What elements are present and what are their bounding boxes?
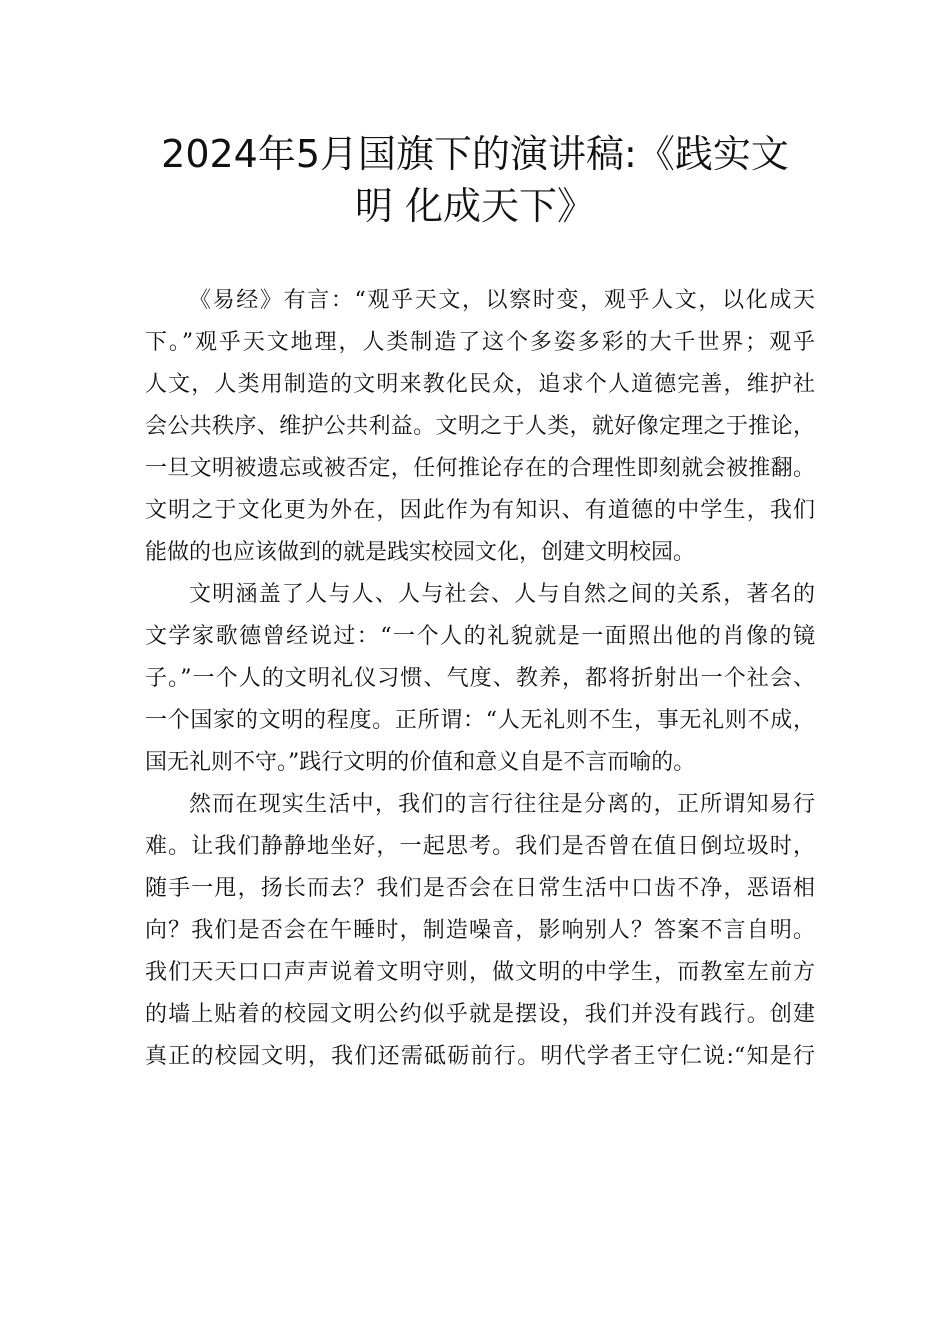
text-line: 人文，人类用制造的文明来教化民众，追求个人道德完善，维护社 [145, 372, 815, 397]
text-line: 真正的校园文明，我们还需砥砺前行。明代学者王守仁说:“知是行 [145, 1044, 815, 1069]
text-line: 文明之于文化更为外在，因此作为有知识、有道德的中学生，我们 [145, 498, 815, 523]
title-line: 明 化成天下》 [354, 184, 596, 228]
paragraph [145, 784, 815, 1078]
text-line: 下。”观乎天文地理，人类制造了这个多姿多彩的大千世界；观乎 [145, 330, 815, 355]
text-line: 会公共秩序、维护公共利益。文明之于人类，就好像定理之于推论， [145, 414, 815, 439]
text-line: 《易经》有言：“观乎天文，以察时变，观乎人文，以化成天 [189, 288, 815, 313]
text-line: 能做的也应该做到的就是践实校园文化，创建文明校园。 [145, 540, 696, 565]
text-line: 一旦文明被遗忘或被否定，任何推论存在的合理性即刻就会被推翻。 [145, 456, 815, 481]
paragraph [145, 280, 815, 574]
text-line: 文明涵盖了人与人、人与社会、人与自然之间的关系，著名的 [189, 582, 815, 607]
text-line: 向？我们是否会在午睡时，制造噪音，影响别人？答案不言自明。 [145, 918, 815, 943]
text-line: 随手一甩，扬长而去？我们是否会在日常生活中口齿不净，恶语相 [145, 876, 815, 901]
text-line: 文学家歌德曾经说过：“一个人的礼貌就是一面照出他的肖像的镜 [145, 624, 815, 649]
document-title [140, 128, 810, 232]
text-line: 的墙上贴着的校园文明公约似乎就是摆设，我们并没有践行。创建 [145, 1002, 815, 1027]
text-line: 然而在现实生活中，我们的言行往往是分离的，正所谓知易行 [189, 792, 815, 817]
text-line: 难。让我们静静地坐好，一起思考。我们是否曾在值日倒垃圾时， [145, 834, 815, 859]
text-line: 我们天天口口声声说着文明守则，做文明的中学生，而教室左前方 [145, 960, 815, 985]
paragraph [145, 574, 815, 784]
text-line: 一个国家的文明的程度。正所谓：“人无礼则不生，事无礼则不成， [145, 708, 815, 733]
title-line: 2024年5月国旗下的演讲稿:《践实文 [161, 132, 789, 176]
text-line: 子。”一个人的文明礼仪习惯、气度、教养，都将折射出一个社会、 [145, 666, 815, 691]
text-line: 国无礼则不守。”践行文明的价值和意义自是不言而喻的。 [145, 750, 696, 775]
document-body [145, 280, 815, 1078]
